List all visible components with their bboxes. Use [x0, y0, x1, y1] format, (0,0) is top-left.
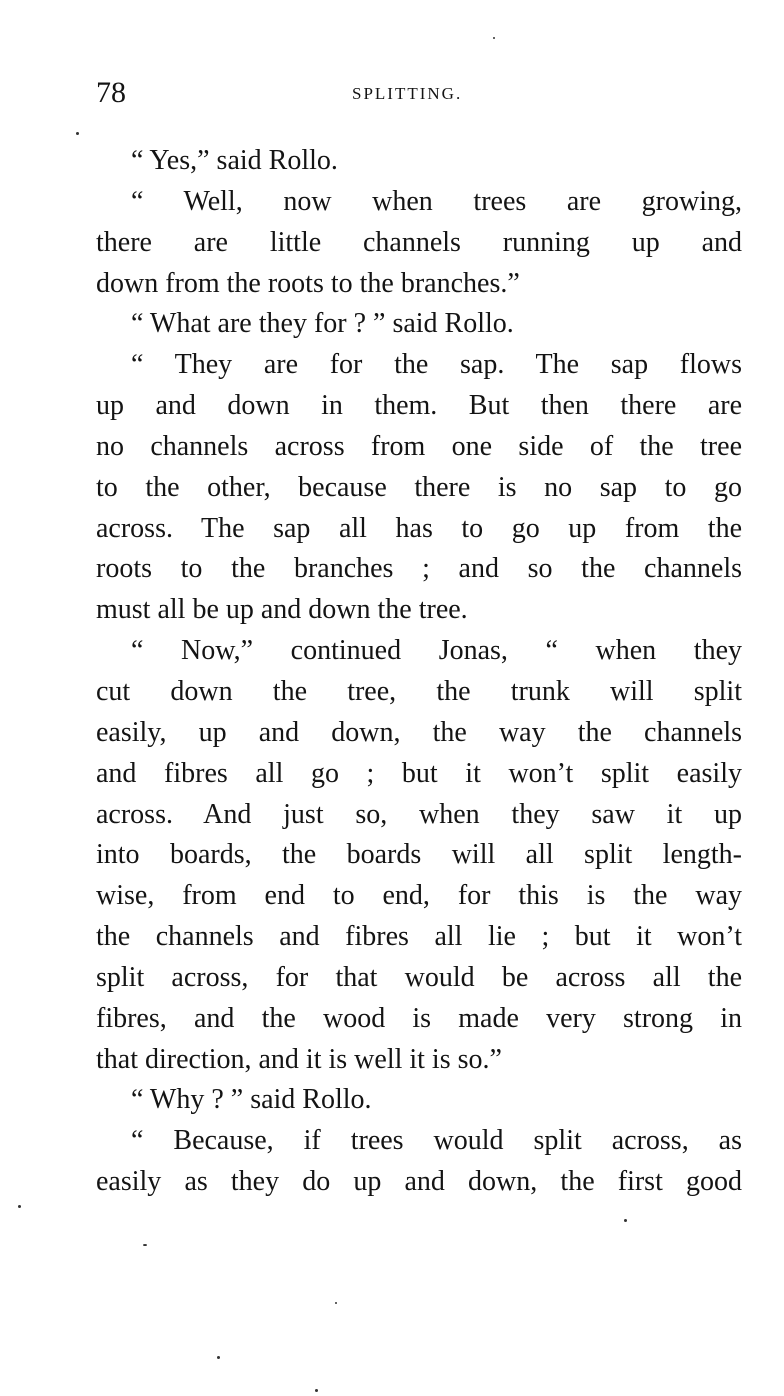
scan-speck	[624, 1219, 627, 1222]
scan-speck	[18, 1205, 21, 1208]
page-number: 78	[96, 76, 126, 109]
scan-speck	[76, 132, 79, 135]
text-line: the channels and fibres all lie ; but it won’t	[96, 921, 742, 953]
text-line: easily, up and down, the way the channels	[96, 716, 742, 748]
text-line: into boards, the boards will all split length-	[96, 839, 742, 871]
text-line: to the other, because there is no sap to go	[96, 471, 742, 503]
body-text	[96, 141, 742, 1203]
text-line: “ Yes,” said Rollo.	[131, 145, 338, 176]
text-line: down from the roots to the branches.”	[96, 267, 520, 299]
text-line: that direction, and it is well it is so.”	[96, 1043, 502, 1075]
text-line: roots to the branches ; and so the channels	[96, 553, 742, 585]
text-line: cut down the tree, the trunk will split	[96, 675, 742, 707]
text-line: “ They are for the sap. The sap flows	[131, 349, 742, 381]
text-line: “ Because, if trees would split across, as	[131, 1125, 742, 1157]
text-line: fibres, and the wood is made very strong in	[96, 1002, 742, 1034]
scan-speck	[315, 1389, 318, 1392]
text-line: wise, from end to end, for this is the way	[96, 880, 742, 912]
text-line: there are little channels running up and	[96, 226, 742, 258]
text-line: “ What are they for ? ” said Rollo.	[131, 308, 514, 340]
text-line: “ Why ? ” said Rollo.	[131, 1084, 372, 1116]
text-line: split across, for that would be across all the	[96, 961, 742, 993]
text-line: “ Well, now when trees are growing,	[131, 185, 742, 217]
text-line: “ Now,” continued Jonas, “ when they	[131, 635, 742, 667]
scan-speck	[143, 1244, 147, 1246]
text-line: up and down in them. But then there are	[96, 390, 742, 422]
running-head: SPLITTING.	[352, 84, 463, 103]
text-line: easily as they do up and down, the first good	[96, 1166, 742, 1198]
text-line: across. And just so, when they saw it up	[96, 798, 742, 830]
text-line: no channels across from one side of the tree	[96, 430, 742, 462]
text-line: must all be up and down the tree.	[96, 594, 468, 626]
scan-speck	[493, 37, 495, 39]
scan-speck	[335, 1302, 337, 1304]
text-line: across. The sap all has to go up from the	[96, 512, 742, 544]
text-line: and fibres all go ; but it won’t split easily	[96, 757, 742, 789]
scan-speck	[217, 1356, 220, 1359]
